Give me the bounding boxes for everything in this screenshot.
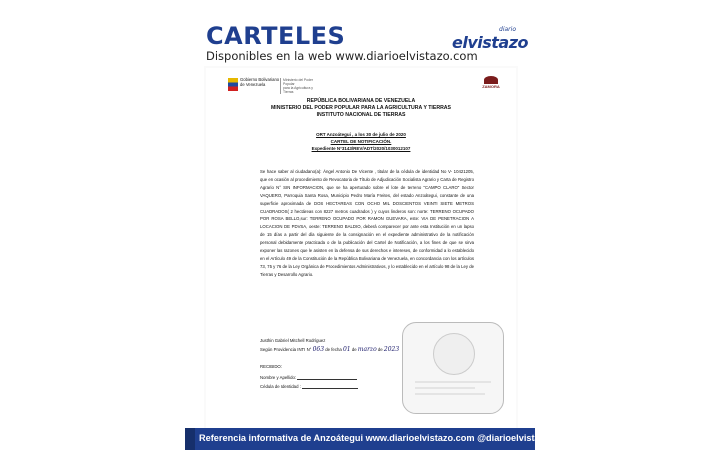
providence-de-1: de <box>351 347 357 352</box>
flag-icon <box>228 78 238 91</box>
official-stamp <box>402 322 504 414</box>
notice-body <box>260 168 474 279</box>
stamp-line <box>415 393 485 395</box>
zamora-logo <box>476 76 506 92</box>
received-name-label: Nombre y Apellido: <box>260 375 297 380</box>
notice-document <box>206 68 516 430</box>
brand-name: elvistazo <box>452 33 529 52</box>
providence-month: marzo <box>357 346 377 353</box>
providence-year: 2023 <box>383 346 400 353</box>
page-title: CARTELES <box>206 22 346 50</box>
received-id-label: Cédula de Identidad : <box>260 384 301 389</box>
zamora-emblem-icon <box>484 76 498 84</box>
place-date: ORT Anzoátegui , a los 30 de julio de 2020 <box>316 132 406 137</box>
page-subtitle: Disponibles en la web www.diarioelvistazo.com <box>206 49 478 63</box>
footer-accent <box>185 428 195 450</box>
ministry-logo-text <box>280 78 323 94</box>
institution-line-3: INSTITUTO NACIONAL DE TIERRAS <box>316 112 406 118</box>
signatory-name: Justhin Gabriel Mitchell Rodríguez <box>260 338 326 343</box>
expediente-number: Expediente N°3143/REV/ADT/2020/1030012107 <box>311 146 411 151</box>
ministry-line-2: para la Agricultura y Tierras <box>283 86 313 94</box>
providence-prefix: Según Providencia INTI N° <box>260 347 312 352</box>
gov-line-2: de Venezuela <box>240 81 266 87</box>
providence-number: 063 <box>312 346 325 353</box>
zamora-text: ZAMORA <box>482 84 500 89</box>
received-label: RECIBIDO: <box>260 364 282 369</box>
institution-line-1: REPÚBLICA BOLIVARIANA DE VENEZUELA <box>306 98 416 104</box>
received-id-row <box>260 383 358 389</box>
stamp-line <box>415 387 475 389</box>
brand-logo <box>452 26 529 52</box>
providence-de-fecha: de fecha <box>325 347 342 352</box>
received-name-row <box>260 374 357 380</box>
received-name-line <box>297 374 357 380</box>
ministry-line-1: Ministerio del Poder Popular <box>283 78 313 86</box>
government-logo <box>228 77 313 94</box>
stamp-seal-icon <box>433 333 475 375</box>
notice-body-text: Se hace saber al ciudadano(a): Ángel Antonio De Vicente , titular de la cédula de identidad No V- 10421205, que en ocasión al procedimiento de Revocatoria de Título de Adjudicación Socialista Agrario y Carta de Registro Agrario N° SIN INFORMACION, que se ha aperturado sobre el lote de terreno "CAMPO CLARO" Sector VAQUERO, Parroquia Santa Rosa, Municipio Pedro María Freites, del estado Anzoátegui, constante de una superficie aproximada de DOS HECTAREAS CON OCHO MIL DOSCIENTOS VEINTI SIETE METROS CUADRADOS( 2 hectáreas con 8227 metros cuadrados ) y cuyos linderos son: norte: TERRENO OCUPADO POR ROSA BELLO,sur: TERRENO OCUPADO POR RAMON GUEVARA, este: VIA DE PENETRACION A LOCACION DE PDVSA, oeste: TERRENO BALDIO, deberá comparecer por ante esta Institución en un lapso de 15 días a partir del día siguiente de la consignación en el expediente administrativo de la notificación personal debidamente practicada o de la publicación del Cartel de Notificación, a los fines de que se sirva exponer las razones que le asisten en la defensa de sus derechos e intereses, de conformidad a lo establecido en el Artículo 49 de la Constitución de la República Bolivariana de Venezuela, en concordancia con los artículos 73, 75 y 76 de la Ley Orgánica de Procedimientos Administrativos, y lo establecido en el artículo 98 de la Ley de Tierras y Desarrollo Agrario. <box>260 169 474 277</box>
gov-line-1: Gobierno Bolivariano <box>240 77 280 82</box>
providence-de-2: de <box>377 347 383 352</box>
footer-text: Referencia informativa de Anzoátegui www.diarioelvistazo.com @diarioelvistazo <box>199 433 550 443</box>
gov-logo-text <box>240 78 280 88</box>
brand-small-text: diario <box>499 26 516 33</box>
cartel-title: CARTEL DE NOTIFICACIÓN. <box>330 139 392 144</box>
received-id-line <box>302 383 358 389</box>
providence-day: 01 <box>342 346 351 353</box>
institution-line-2: MINISTERIO DEL PODER POPULAR PARA LA AGRICULTURA Y TIERRAS <box>270 105 452 111</box>
stamp-line <box>415 381 491 383</box>
footer-banner <box>185 428 550 450</box>
